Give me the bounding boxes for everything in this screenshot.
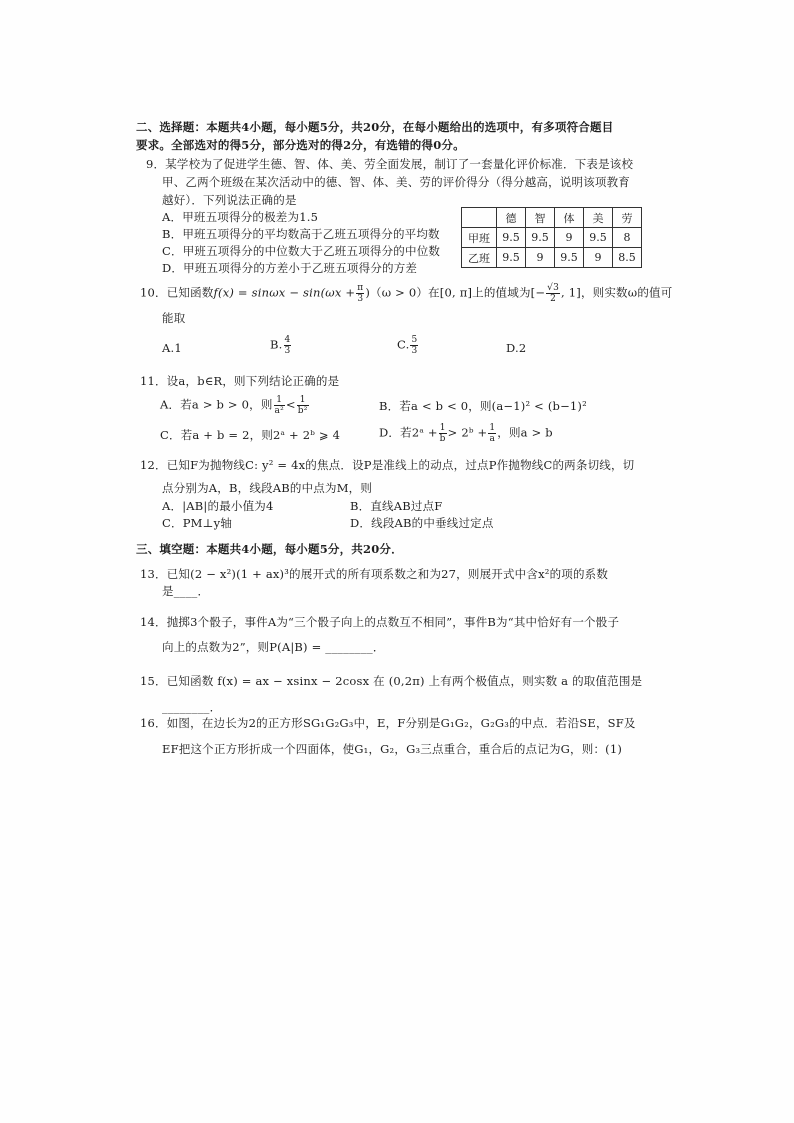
- table-row: [462, 248, 642, 268]
- q9-option-a: A．甲班五项得分的极差为1.5: [162, 210, 319, 224]
- q10-c-fraction: $\frac{5}{3}$: [411, 335, 418, 356]
- table-header-cell: 德: [497, 208, 526, 228]
- q11-option-c: C．若a + b = 2，则2ᵃ + 2ᵇ ⩾ 4: [160, 428, 341, 442]
- q16-line1: 16．如图，在边长为2的正方形SG₁G₂G₃中，E，F分别是G₁G₂，G₂G₃的中点．若沿SE，SF及: [140, 716, 636, 730]
- q11-d-fraction-2: $\frac{1}{a}$: [489, 423, 496, 444]
- table-cell: 9.5: [584, 228, 613, 248]
- table-cell: 甲班: [462, 228, 497, 248]
- q10-option-d: D.2: [506, 341, 527, 355]
- section2-header-line2: 要求。全部选对的得5分，部分选对的得2分，有选错的得0分。: [136, 138, 465, 152]
- q11-a-fraction-1: $\frac{1}{\text{a²}}$: [274, 395, 284, 416]
- q14-line1: 14．抛掷3个骰子，事件A为“三个骰子向上的点数互不相同”，事件B为“其中恰好有一个骰子: [140, 615, 620, 629]
- q10-sqrt3-over-2: $\frac{√3}{2}$: [547, 283, 560, 304]
- table-cell: 8.5: [613, 248, 642, 268]
- q11-option-b: B．若a < b < 0，则(a−1)² < (b−1)²: [379, 399, 587, 413]
- table-cell: 9: [584, 248, 613, 268]
- q11-option-a: A．若a > b > 0，则 $\frac{1}{\text{a²}}$ < $\frac{1}{\text{b²}}$: [160, 395, 308, 416]
- q12-option-b: B．直线AB过点F: [350, 499, 443, 513]
- q10-line2: 能取: [162, 311, 186, 325]
- q11-a-fraction-2: $\frac{1}{\text{b²}}$: [297, 395, 308, 416]
- q9-line3: 越好）．下列说法正确的是: [162, 193, 297, 207]
- q10-b-fraction: $\frac{4}{3}$: [284, 335, 291, 356]
- table-cell: 9: [526, 248, 555, 268]
- q10-text-1: 已知函数: [166, 285, 214, 300]
- q11-d-fraction-1: $\frac{1}{b}$: [439, 423, 446, 444]
- section3-header: 三、填空题：本题共4小题，每小题5分，共20分．: [136, 542, 403, 556]
- q11-option-d: D．若2ᵃ + $\frac{1}{b}$ > 2ᵇ + $\frac{1}{a}$ ，则a > b: [379, 423, 553, 444]
- q12-option-a: A．|AB|的最小值为4: [162, 499, 274, 513]
- q12-line1: 12．已知F为抛物线C: y² = 4x的焦点．设P是准线上的动点，过点P作抛物线C的两条切线，切: [140, 458, 635, 472]
- table-header-cell: 智: [526, 208, 555, 228]
- q9-score-table: [461, 207, 642, 268]
- q10-option-b: B. $\frac{4}{3}$: [270, 335, 291, 356]
- table-header-cell: 美: [584, 208, 613, 228]
- table-cell: 乙班: [462, 248, 497, 268]
- q12-option-c: C．PM⊥y轴: [162, 516, 233, 530]
- q13-line1: 13．已知(2 − x²)(1 + ax)³的展开式的所有项系数之和为27，则展开式中含x²的项的系数: [140, 567, 609, 581]
- q9-option-d: D．甲班五项得分的方差小于乙班五项得分的方差: [162, 261, 418, 275]
- table-row: [462, 228, 642, 248]
- q10-line1: [140, 283, 672, 304]
- q9-line1: 9．某学校为了促进学生德、智、体、美、劳全面发展，制订了一套量化评价标准．下表是该校: [146, 157, 634, 171]
- table-cell: 9: [555, 228, 584, 248]
- q16-line2: EF把这个正方形折成一个四面体，使G₁，G₂，G₃三点重合，重合后的点记为G，则：(1): [162, 742, 623, 756]
- q10-pi-over-3: $\frac{\pi}{3}$: [357, 283, 364, 304]
- table-cell: 8: [613, 228, 642, 248]
- table-cell: 9.5: [497, 228, 526, 248]
- table-cell: 9.5: [497, 248, 526, 268]
- table-header-row: [462, 208, 642, 228]
- q15-line1: 15．已知函数 f(x) = ax − xsinx − 2cosx 在 (0,2π) 上有两个极值点，则实数 a 的取值范围是: [140, 674, 643, 688]
- q14-line2: 向上的点数为2”，则P(A|B) = ________．: [162, 640, 385, 654]
- q10-text-3: , 1]，则实数ω的值可: [561, 285, 673, 300]
- q13-line2: 是____．: [162, 584, 210, 598]
- section2-header-line1: 二、选择题：本题共4小题，每小题5分，共20分，在每小题给出的选项中，有多项符合题目: [136, 120, 614, 134]
- q10-number: 10．: [140, 285, 167, 300]
- q9-line2: 甲、乙两个班级在某次活动中的德、智、体、美、劳的评价得分（得分越高，说明该项教育: [162, 175, 630, 189]
- table-header-cell: 体: [555, 208, 584, 228]
- q10-text-2: )（ω > 0）在[0, π]上的值域为[−: [365, 285, 546, 300]
- q9-option-b: B．甲班五项得分的平均数高于乙班五项得分的平均数: [162, 227, 440, 241]
- q10-option-c: C. $\frac{5}{3}$: [397, 335, 418, 356]
- q12-line2: 点分别为A，B，线段AB的中点为M，则: [162, 481, 373, 495]
- table-header-cell: 劳: [613, 208, 642, 228]
- q11-line1: 11．设a，b∈R，则下列结论正确的是: [140, 374, 340, 388]
- q12-option-d: D．线段AB的中垂线过定点: [350, 516, 494, 530]
- table-cell: 9.5: [555, 248, 584, 268]
- q15-line2: ________．: [162, 700, 222, 714]
- q10-function: f(x) = sinωx − sin(ωx +: [213, 285, 356, 300]
- table-cell: 9.5: [526, 228, 555, 248]
- table-header-cell: [462, 208, 497, 228]
- q10-option-a: A.1: [162, 341, 182, 355]
- q9-option-c: C．甲班五项得分的中位数大于乙班五项得分的中位数: [162, 244, 441, 258]
